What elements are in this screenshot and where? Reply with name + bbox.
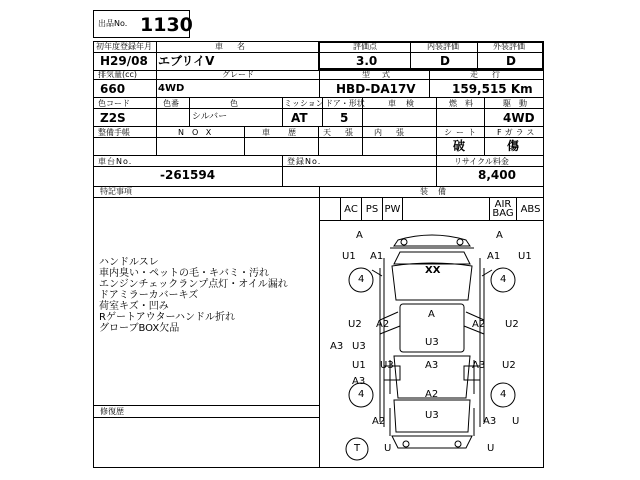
seat-value: 破 xyxy=(453,139,466,153)
recycle-label: リサイクル料金 xyxy=(454,157,509,166)
doors-label: ドア・形状 xyxy=(325,99,365,108)
damage-mark: A2 xyxy=(376,319,390,330)
color-code-value: Z2S xyxy=(100,111,126,125)
damage-mark: U1 xyxy=(352,360,366,371)
note-line: エンジンチェックランプ点灯・オイル漏れ xyxy=(99,279,288,290)
damage-mark: 4 xyxy=(500,274,507,285)
transmission-value: AT xyxy=(291,111,308,125)
equipment-ac: AC xyxy=(344,203,358,215)
equipment-abs: ABS xyxy=(520,203,541,215)
color-no-label: 色番 xyxy=(163,99,179,108)
drive-value: 4WD xyxy=(503,111,535,125)
damage-mark: U xyxy=(384,443,392,454)
damage-mark: U3 xyxy=(352,341,366,352)
damage-mark: 4 xyxy=(358,274,365,285)
damage-mark: T xyxy=(354,443,361,454)
first-reg-value: H29/08 xyxy=(100,54,148,68)
damage-mark: A3 xyxy=(330,341,344,352)
exterior-score-label: 外装評価 xyxy=(493,42,525,51)
damage-mark: A2 xyxy=(472,319,486,330)
model-name-value: エブリイV xyxy=(158,54,215,68)
score-value: 3.0 xyxy=(356,54,378,68)
color-value: シルバー xyxy=(192,112,228,122)
equipment-pw: PW xyxy=(384,203,401,215)
lot-number-box xyxy=(93,10,193,38)
damage-mark: 4 xyxy=(358,389,365,400)
nox-label: NOX xyxy=(178,128,220,137)
damage-mark: A xyxy=(496,230,503,241)
glass-value: 傷 xyxy=(507,139,520,153)
interior-top-label: 内張 xyxy=(374,128,418,137)
damage-mark: U xyxy=(487,443,495,454)
damage-mark: A3 xyxy=(472,360,486,371)
damage-mark: U2 xyxy=(505,319,519,330)
damage-mark: XX xyxy=(425,265,441,276)
seat-label: シート xyxy=(444,128,480,137)
model-code-label: 型式 xyxy=(362,70,402,79)
note-line: ドアミラーカバーキズ xyxy=(99,290,199,301)
lot-number: 1130 xyxy=(140,14,193,36)
repair-label: 修復歴 xyxy=(100,407,124,416)
damage-mark: U1 xyxy=(342,251,356,262)
damage-mark: U2 xyxy=(348,319,362,330)
grade-value: 4WD xyxy=(158,83,185,94)
chassis-label: 車台No. xyxy=(98,157,133,166)
chassis-value: -261594 xyxy=(160,168,216,182)
lot-number-label: 出品No. xyxy=(98,19,128,28)
damage-mark: A3 xyxy=(425,360,439,371)
damage-mark: A xyxy=(356,230,363,241)
damage-mark: A2 xyxy=(425,389,439,400)
damage-mark: 4 xyxy=(500,389,507,400)
displacement-value: 660 xyxy=(100,82,126,96)
doors-value: 5 xyxy=(340,111,349,125)
equipment-label: 装備 xyxy=(420,187,456,196)
recycle-value: 8,400 xyxy=(478,168,516,182)
equipment-airbag: AIR BAG xyxy=(492,199,514,219)
note-line: Rゲートアウターハンドル折れ xyxy=(99,312,236,323)
color-label: 色 xyxy=(230,99,238,108)
interior-score-label: 内装評価 xyxy=(427,42,459,51)
damage-mark: A xyxy=(428,309,435,320)
mileage-value: 159,515 Km xyxy=(452,82,533,96)
glass-label: Fガラス xyxy=(497,128,538,137)
note-line: ハンドルスレ xyxy=(99,257,159,268)
damage-mark: U xyxy=(512,416,520,427)
damage-mark: A3 xyxy=(483,416,497,427)
notes-label: 特記事項 xyxy=(100,187,132,196)
score-label: 評価点 xyxy=(353,42,377,51)
exterior-score-value: D xyxy=(506,54,516,68)
transmission-label: ミッション xyxy=(284,99,324,108)
interior-score-value: D xyxy=(440,54,450,68)
damage-mark: A2 xyxy=(372,416,386,427)
inspection-label: 車検 xyxy=(388,99,424,108)
note-line: 荷室キズ・凹み xyxy=(99,301,169,312)
note-line: グローブBOX欠品 xyxy=(99,323,180,334)
damage-mark: A3 xyxy=(352,376,366,387)
mileage-label: 走行 xyxy=(470,70,514,79)
fuel-label: 燃料 xyxy=(449,99,481,108)
model-name-label: 車名 xyxy=(215,42,259,51)
color-code-label: 色コード xyxy=(98,99,130,108)
model-code-value: HBD-DA17V xyxy=(336,82,416,96)
damage-mark: A1 xyxy=(370,251,384,262)
damage-mark: U3 xyxy=(425,337,439,348)
drive-label: 駆動 xyxy=(503,99,535,108)
damage-mark: U1 xyxy=(518,251,532,262)
note-line: 車内臭い・ペットの毛・キバミ・汚れ xyxy=(99,268,269,279)
displacement-label: 排気量(cc) xyxy=(98,70,138,79)
reg-no-label: 登録No. xyxy=(287,157,322,166)
first-reg-label: 初年度登録年月 xyxy=(96,42,152,51)
grade-label: グレード xyxy=(222,70,254,79)
damage-mark: U3 xyxy=(425,410,439,421)
history-label: 車歴 xyxy=(262,128,314,137)
sunroof-label: 天張 xyxy=(323,128,367,137)
damage-mark: A1 xyxy=(487,251,501,262)
damage-mark: U2 xyxy=(502,360,516,371)
manual-label: 整備手帳 xyxy=(98,128,130,137)
equipment-ps: PS xyxy=(365,203,379,215)
damage-mark: U3 xyxy=(380,360,394,371)
